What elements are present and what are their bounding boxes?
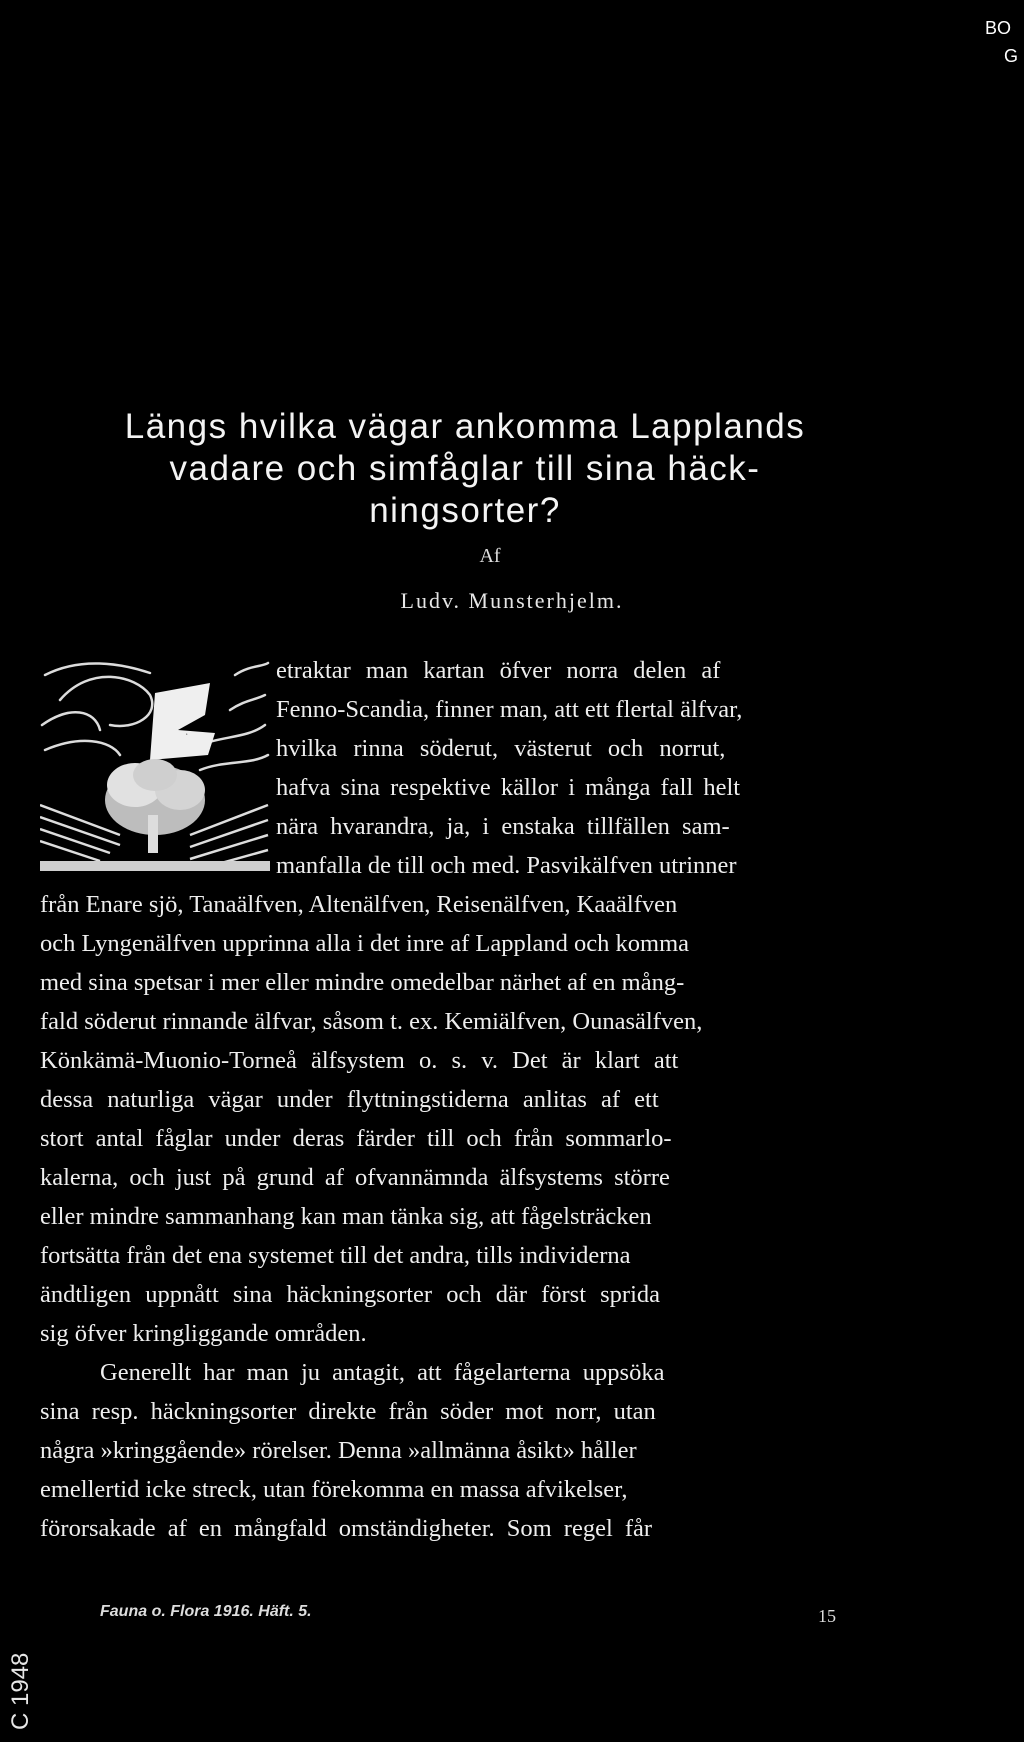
title-line: Längs hvilka vägar ankomma Lapplands — [124, 407, 806, 446]
text-line: kalerna, och just på grund af ofvannämnda älfsystems större — [40, 1164, 670, 1191]
text-line: hafva sina respektive källor i många fall helt — [276, 774, 741, 801]
author-name: Ludv. Munsterhjelm. — [400, 588, 624, 613]
text-line: sig öfver kringliggande områden. — [40, 1320, 367, 1347]
corner-text-2: G — [1004, 46, 1019, 66]
text-line: sina resp. häckningsorter direkte från söder mot norr, utan — [40, 1398, 656, 1425]
text-line: med sina spetsar i mer eller mindre omedelbar närhet af en mång- — [40, 969, 685, 996]
text-line: från Enare sjö, Tanaälfven, Altenälfven, Reisenälfven, Kaaälfven — [40, 891, 678, 918]
text-line: hvilka rinna söderut, västerut och norrut, — [276, 735, 726, 762]
byline-af: Af — [479, 545, 501, 567]
text-line: manfalla de till och med. Pasvikälfven utrinner — [276, 852, 737, 879]
text-line: förorsakade af en mångfald omständigheter. Som regel får — [40, 1515, 653, 1542]
text-line: Fenno-Scandia, finner man, att ett flertal älfvar, — [276, 696, 743, 723]
text-line: några »kringgående» rörelser. Denna »allmänna åsikt» håller — [40, 1437, 637, 1464]
decorative-initial-illustration — [40, 655, 270, 873]
text-line: emellertid icke streck, utan förekomma en massa afvikelser, — [40, 1476, 628, 1503]
text-line: nära hvarandra, ja, i enstaka tillfällen sam- — [276, 813, 730, 840]
text-line: fortsätta från det ena systemet till det andra, tills individerna — [40, 1242, 631, 1269]
initial-letter: B — [186, 734, 188, 736]
margin-stamp-mark — [2, 1580, 40, 1740]
title-line: vadare och simfåglar till sina häck- — [169, 449, 761, 488]
text-line: stort antal fåglar under deras färder till och från sommarlo- — [40, 1125, 672, 1152]
text-line: fald söderut rinnande älfvar, såsom t. ex. Kemiälfven, Ounasälfven, — [40, 1008, 703, 1035]
text-line: dessa naturliga vägar under flyttningstiderna anlitas af ett — [40, 1086, 659, 1113]
text-line: och Lyngenälfven upprinna alla i det inre af Lappland och komma — [40, 930, 690, 957]
page-signature: 15 — [818, 1606, 836, 1626]
text-line: etraktar man kartan öfver norra delen af — [276, 657, 721, 684]
title-line: ningsorter? — [369, 491, 561, 530]
text-line: Könkämä-Muonio-Torneå älfsystem o. s. v. Det är klart att — [40, 1047, 679, 1074]
margin-stamp-text: C 1948 — [7, 1652, 34, 1730]
text-line: Generellt har man ju antagit, att fågelarterna uppsöka — [100, 1359, 665, 1386]
journal-footer: Fauna o. Flora 1916. Häft. 5. — [100, 1603, 312, 1620]
corner-text-1: BO — [985, 18, 1012, 38]
text-line: ändtligen uppnått sina häckningsorter och där först sprida — [40, 1281, 661, 1308]
text-line: eller mindre sammanhang kan man tänka sig, att fågelsträcken — [40, 1203, 652, 1230]
article-title — [20, 406, 910, 532]
